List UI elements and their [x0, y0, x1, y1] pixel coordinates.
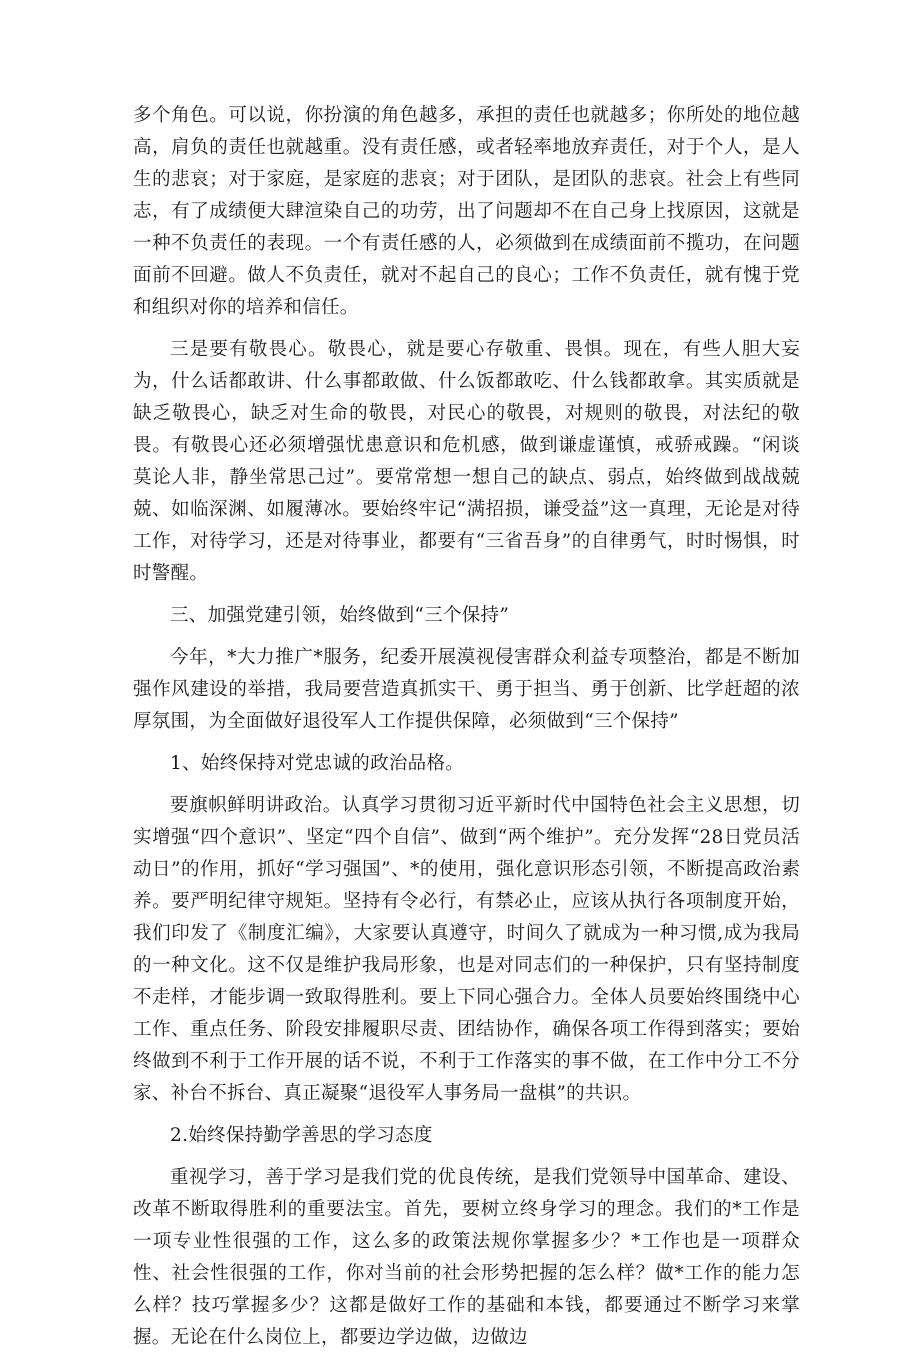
paragraph-reverence: 三是要有敬畏心。敬畏心，就是要心存敬重、畏惧。现在，有些人胆大妄为，什么话都敢讲、什么事都敢做、什么饭都敢吃、什么钱都敢拿。其实质就是缺乏敬畏心，缺乏对生命的敬畏，对民心的敬畏，对规则的敬畏，对法纪的敬畏。有敬畏心还必须增强忧患意识和危机感，做到谦虚谨慎，戒骄戒躁。“闲谈莫论人非，静坐常思己过”。要常常想一想自己的缺点、弱点，始终做到战战兢兢、如临深渊、如履薄冰。要始终牢记“满招损，谦受益”这一真理，无论是对待工作，对待学习，还是对待事业，都要有“三省吾身”的自律勇气，时时惕惧，时时警醒。	[133, 339, 800, 584]
subheading-learning: 2.始终保持勤学善思的学习态度	[170, 1125, 433, 1146]
section-heading-three-maintains: 三、加强党建引领，始终做到“三个保持”	[170, 605, 510, 626]
document-page	[133, 100, 800, 1354]
paragraph-learning: 重视学习，善于学习是我们党的优良传统，是我们党领导中国革命、建设、改革不断取得胜利的重要法宝。首先，要树立终身学习的理念。我们的*工作是一项专业性很强的工作，这么多的政策法规你掌握多少？*工作也是一项群众性、社会性很强的工作，你对当前的社会形势把握的怎么样？做*工作的能力怎么样？技巧掌握多少？这都是做好工作的基础和本钱，都要通过不断学习来掌握。无论在什么岗位上，都要边学边做，边做边	[133, 1167, 800, 1348]
subheading-loyalty: 1、始终保持对党忠诚的政治品格。	[170, 753, 465, 774]
paragraph-politics: 要旗帜鲜明讲政治。认真学习贯彻习近平新时代中国特色社会主义思想，切实增强“四个意识”、坚定“四个自信”、做到“两个维护”。充分发挥“28日党员活动日”的作用，抓好“学习强国”、*的使用，强化意识形态引领，不断提高政治素养。要严明纪律守规矩。坚持有令必行，有禁必止，应该从执行各项制度开始，我们印发了《制度汇编》，大家要认真遵守，时间久了就成为一种习惯,成为我局的一种文化。这不仅是维护我局形象，也是对同志们的一种保护，只有坚持制度不走样，才能步调一致取得胜利。要上下同心强合力。全体人员要始终围绕中心工作、重点任务、阶段安排履职尽责、团结协作，确保各项工作得到落实；要始终做到不利于工作开展的话不说，不利于工作落实的事不做，在工作中分工不分家、补台不拆台、真正凝聚“退役军人事务局一盘棋”的共识。	[133, 795, 800, 1104]
paragraph-responsibility-continued: 多个角色。可以说，你扮演的角色越多，承担的责任也就越多；你所处的地位越高，肩负的责任也就越重。没有责任感，或者轻率地放弃责任，对于个人，是人生的悲哀；对于家庭，是家庭的悲哀；对于团队，是团队的悲哀。社会上有些同志，有了成绩便大肆渲染自己的功劳，出了问题却不在自己身上找原因，这就是一种不负责任的表现。一个有责任感的人，必须做到在成绩面前不揽功，在问题面前不回避。做人不负责任，就对不起自己的良心；工作不负责任，就有愧于党和组织对你的培养和信任。	[133, 105, 800, 318]
paragraph-this-year: 今年，*大力推广*服务，纪委开展漠视侵害群众利益专项整治，都是不断加强作风建设的举措，我局要营造真抓实干、勇于担当、勇于创新、比学赶超的浓厚氛围，为全面做好退役军人工作提供保障，必须做到“三个保持”	[133, 647, 800, 732]
